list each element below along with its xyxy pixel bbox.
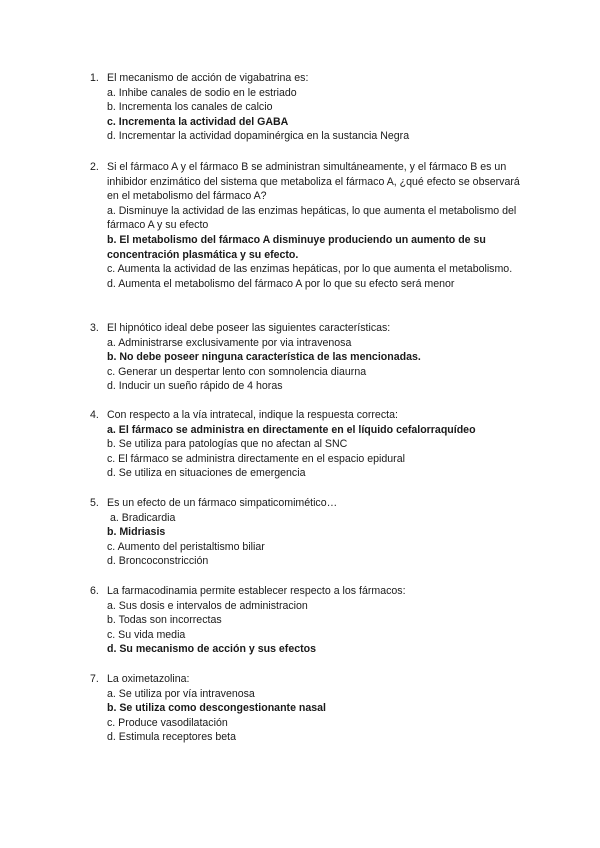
question-stem: El hipnótico ideal debe poseer las siguientes características: bbox=[107, 322, 391, 334]
option-c: c. El fármaco se administra directamente en el espacio epidural bbox=[107, 452, 405, 465]
option-a: a. Disminuye la actividad de las enzimas hepáticas, lo que aumenta el metabolismo del fármaco A y su efecto bbox=[107, 204, 517, 232]
option-d: d. Incrementar la actividad dopaminérgica en la sustancia Negra bbox=[107, 130, 410, 143]
question-stem: Con respecto a la vía intratecal, indique la respuesta correcta: bbox=[107, 409, 398, 421]
question-4 bbox=[90, 408, 527, 481]
option-a: a. Se utiliza por vía intravenosa bbox=[107, 687, 255, 700]
question-number: 6. bbox=[90, 585, 99, 597]
option-d-correct: d. Su mecanismo de acción y sus efectos bbox=[107, 643, 317, 656]
option-b-correct: b. Se utiliza como descongestionante nasal bbox=[107, 702, 326, 715]
question-stem: El mecanismo de acción de vigabatrina es: bbox=[107, 72, 309, 84]
option-b: b. Se utiliza para patologías que no afectan al SNC bbox=[107, 438, 348, 451]
option-c: c. Su vida media bbox=[107, 628, 186, 641]
option-a: a. Administrarse exclusivamente por via intravenosa bbox=[107, 336, 352, 349]
question-number: 2. bbox=[90, 161, 99, 173]
question-stem: Si el fármaco A y el fármaco B se administran simultáneamente, y el fármaco B es un inhibidor enzimático del sistema que metaboliza el fármaco A, ¿qué efecto se observará en el metabolismo del fármaco A? bbox=[107, 161, 520, 203]
option-c: c. Aumento del peristaltismo biliar bbox=[107, 540, 265, 553]
question-3 bbox=[90, 321, 527, 394]
option-b: b. Todas son incorrectas bbox=[107, 614, 222, 627]
option-d: d. Aumenta el metabolismo del fármaco A por lo que su efecto será menor bbox=[107, 277, 455, 290]
question-number: 5. bbox=[90, 497, 99, 509]
question-7 bbox=[90, 672, 527, 745]
option-a: a. Sus dosis e intervalos de administracion bbox=[107, 599, 308, 612]
question-number: 1. bbox=[90, 72, 99, 84]
option-b-correct: b. El metabolismo del fármaco A disminuye produciendo un aumento de su concentración plasmática y su efecto. bbox=[107, 233, 486, 261]
option-a: a. Bradicardia bbox=[110, 511, 176, 524]
option-d: d. Broncoconstricción bbox=[107, 555, 209, 568]
question-stem: Es un efecto de un fármaco simpaticomimético… bbox=[107, 497, 338, 509]
option-d: d. Inducir un sueño rápido de 4 horas bbox=[107, 380, 283, 393]
option-c: c. Aumenta la actividad de las enzimas hepáticas, por lo que aumenta el metabolismo. bbox=[107, 263, 513, 276]
option-a-correct: a. El fármaco se administra en directamente en el líquido cefalorraquídeo bbox=[107, 423, 476, 436]
option-b-correct: b. Midriasis bbox=[107, 526, 166, 539]
option-c-correct: c. Incrementa la actividad del GABA bbox=[107, 115, 289, 128]
question-stem: La farmacodinamia permite establecer respecto a los fármacos: bbox=[107, 585, 406, 597]
question-stem: La oximetazolina: bbox=[107, 673, 190, 685]
question-number: 3. bbox=[90, 322, 99, 334]
option-d: d. Se utiliza en situaciones de emergencia bbox=[107, 467, 306, 480]
option-d: d. Estimula receptores beta bbox=[107, 731, 236, 744]
question-2 bbox=[90, 160, 527, 291]
option-b: b. Incrementa los canales de calcio bbox=[107, 101, 273, 114]
question-5 bbox=[90, 496, 527, 569]
option-c: c. Produce vasodilatación bbox=[107, 716, 228, 729]
option-c: c. Generar un despertar lento con somnolencia diaurna bbox=[107, 365, 367, 378]
question-number: 7. bbox=[90, 673, 99, 685]
question-1 bbox=[90, 71, 527, 144]
option-a: a. Inhibe canales de sodio en le estriado bbox=[107, 86, 297, 99]
question-6 bbox=[90, 584, 527, 657]
question-number: 4. bbox=[90, 409, 99, 421]
option-b-correct: b. No debe poseer ninguna característica de las mencionadas. bbox=[107, 351, 421, 364]
